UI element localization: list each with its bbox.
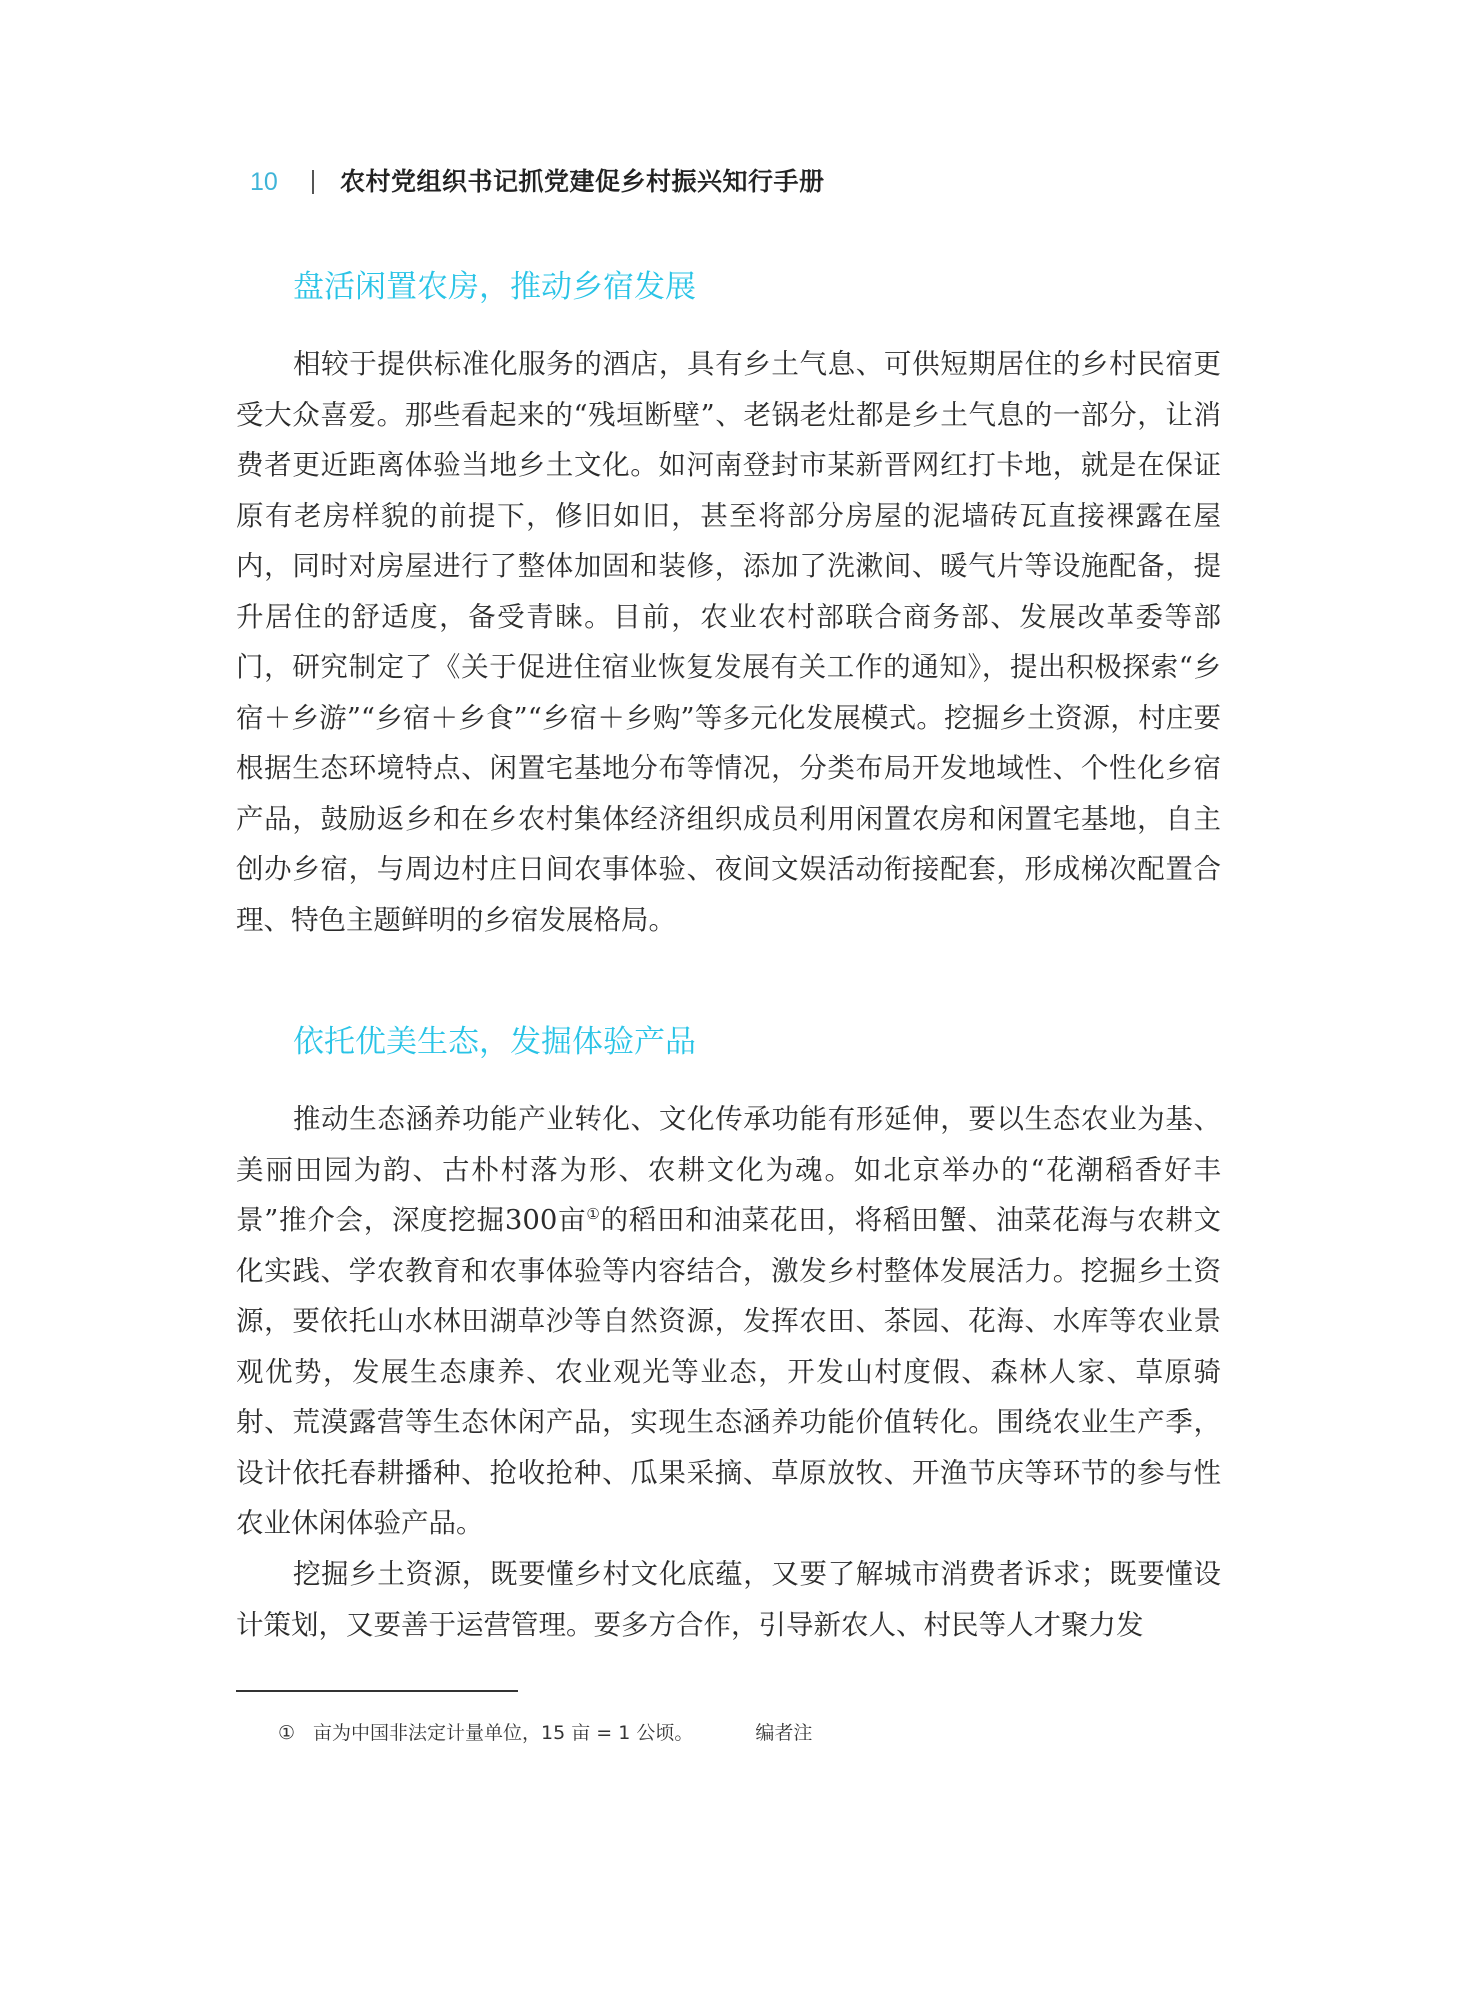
section-heading-2: 依托优美生态，发掘体验产品 [293,1024,696,1060]
paragraph-2-text-end: 的稻田和油菜花田，将稻田蟹、油菜花海与农耕文化实践、学农教育和农事体验等内容结合，激发乡村整体发展活力。挖掘乡土资源，要依托山水林田湖草沙等自然资源，发挥农田、茶园、花海、水库等农业景观优势，发展生态康养、农业观光等业态，开发山村度假、森林人家、草原骑射、荒漠露营等生态休闲产品，实现生态涵养功能价值转化。围绕农业生产季，设计依托春耕播种、抢收抢种、瓜果采摘、草原放牧、开渔节庆等环节的参与性农业休闲体验产品。 [236,1204,1221,1539]
footnote-divider [236,1690,518,1692]
footnote [278,1720,812,1746]
footnote-reference[interactable]: ① [586,1204,601,1223]
section-heading-1: 盘活闲置农房，推动乡宿发展 [293,269,696,305]
footnote-credit: 编者注 [755,1722,813,1744]
paragraph-3: 挖掘乡土资源，既要懂乡村文化底蕴，又要了解城市消费者诉求；既要懂设计策划，又要善于运营管理。要多方合作，引导新农人、村民等人才聚力发 [236,1558,1221,1641]
page-number: 10 [250,168,278,196]
paragraph-2-text-start: 推动生态涵养功能产业转化、文化传承功能有形延伸，要以生态农业为基、美丽田园为韵、古朴村落为形、农耕文化为魂。如北京举办的“花潮稻香好丰景”推介会，深度挖掘300亩 [236,1103,1221,1236]
paragraph-1: 相较于提供标准化服务的酒店，具有乡土气息、可供短期居住的乡村民宿更受大众喜爱。那些看起来的“残垣断壁”、老锅老灶都是乡土气息的一部分，让消费者更近距离体验当地乡土文化。如河南登封市某新晋网红打卡地，就是在保证原有老房样貌的前提下，修旧如旧，甚至将部分房屋的泥墙砖瓦直接裸露在屋内，同时对房屋进行了整体加固和装修，添加了洗漱间、暖气片等设施配备，提升居住的舒适度，备受青睐。目前，农业农村部联合商务部、发展改革委等部门，研究制定了《关于促进住宿业恢复发展有关工作的通知》，提出积极探索“乡宿＋乡游”“乡宿＋乡食”“乡宿＋乡购”等多元化发展模式。挖掘乡土资源，村庄要根据生态环境特点、闲置宅基地分布等情况，分类布局开发地域性、个性化乡宿产品，鼓励返乡和在乡农村集体经济组织成员利用闲置农房和闲置宅基地，自主创办乡宿，与周边村庄日间农事体验、夜间文娱活动衔接配套，形成梯次配置合理、特色主题鲜明的乡宿发展格局。 [236,348,1221,936]
header-divider [312,170,314,194]
footnote-mark: ① [278,1722,296,1744]
paragraph-2 [236,1094,1221,1549]
footnote-text: 亩为中国非法定计量单位，15 亩 = 1 公顷。 [313,1722,694,1744]
book-title: 农村党组织书记抓党建促乡村振兴知行手册 [340,167,825,196]
